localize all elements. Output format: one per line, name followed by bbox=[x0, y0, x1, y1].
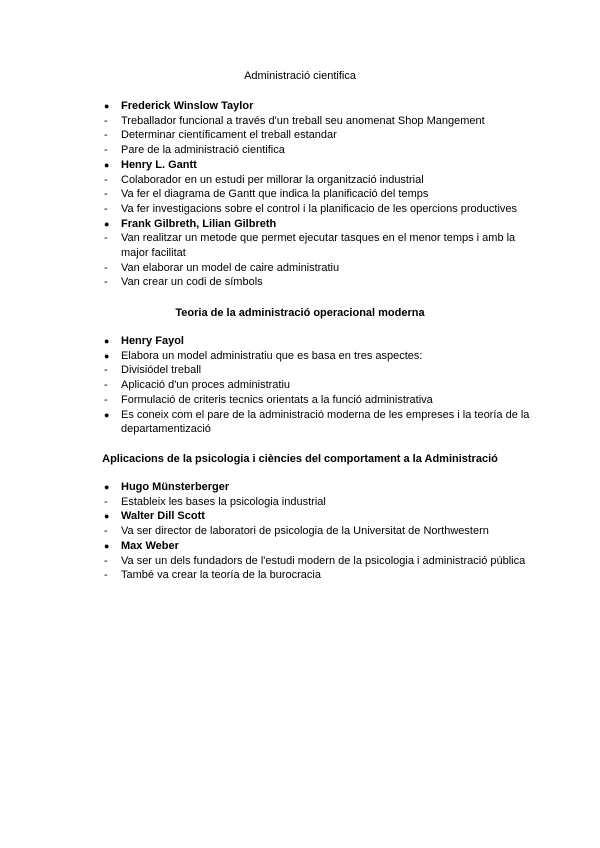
list-item: - Determinar científicament el treball estandar bbox=[104, 129, 337, 142]
list-item: ● Henry Fayol bbox=[104, 335, 184, 347]
list-item: - Divisiódel treball bbox=[104, 364, 202, 377]
list-item: ● Es coneix com el pare de la administració moderna de les empreses i la teoría de la departamentizació bbox=[104, 408, 530, 436]
bullet-icon: ● bbox=[104, 482, 110, 492]
list-item: - Van realitzar un metode que permet ejecutar tasques en el menor temps i amb la major facilitat bbox=[104, 232, 516, 260]
bullet-icon: ● bbox=[104, 409, 110, 420]
dash-icon: - bbox=[104, 232, 108, 245]
section-list-administracio-cientifica bbox=[104, 99, 534, 290]
list-item: ● Elabora un model administratiu que es basa en tres aspectes: bbox=[104, 349, 423, 362]
list-item: ● Henry L. Gantt bbox=[104, 158, 197, 171]
list-item: - Van elaborar un model de caire administratiu bbox=[104, 261, 340, 274]
bullet-icon: ● bbox=[104, 101, 110, 111]
dash-icon: - bbox=[104, 364, 108, 377]
list-item: ● Walter Dill Scott bbox=[104, 510, 205, 523]
dash-icon: - bbox=[104, 525, 108, 538]
dash-icon: - bbox=[104, 393, 108, 406]
list-item: - També va crear la teoría de la burocracia bbox=[104, 569, 321, 582]
list-item: ● Frank Gilbreth, Lilian Gilbreth bbox=[104, 217, 277, 230]
bullet-icon: ● bbox=[104, 350, 110, 361]
dash-icon: - bbox=[104, 114, 108, 127]
list-item: - Va fer investigacions sobre el control i la planificacio de les opercions productives bbox=[104, 202, 518, 215]
section-list-aplicacions-psicologia bbox=[104, 480, 534, 583]
list-item: ● Max Weber bbox=[104, 539, 179, 552]
dash-icon: - bbox=[104, 129, 108, 142]
list-item: - Va fer el diagrama de Gantt que indica la planificació del temps bbox=[104, 188, 429, 201]
dash-icon: - bbox=[104, 144, 108, 157]
list-item: - Pare de la administració cientifica bbox=[104, 144, 285, 157]
list-item: - Colaborador en un estudi per millorar la organització industrial bbox=[104, 173, 424, 186]
dash-icon: - bbox=[104, 261, 108, 274]
bullet-icon: ● bbox=[104, 540, 110, 551]
dash-icon: - bbox=[104, 554, 108, 567]
list-item: - Va ser un dels fundadors de l'estudi modern de la psicologia i administració pública bbox=[104, 554, 526, 567]
dash-icon: - bbox=[104, 569, 108, 582]
dash-icon: - bbox=[104, 495, 108, 508]
dash-icon: - bbox=[104, 202, 108, 215]
bullet-icon: ● bbox=[104, 511, 110, 522]
dash-icon: - bbox=[104, 173, 108, 186]
dash-icon: - bbox=[104, 379, 108, 392]
list-item: ● Frederick Winslow Taylor bbox=[104, 100, 254, 112]
dash-icon: - bbox=[104, 188, 108, 201]
list-item: - Va ser director de laboratori de psicologia de la Universitat de Northwestern bbox=[104, 525, 489, 538]
section-title-administracio-cientifica: Administració cientifica bbox=[244, 70, 356, 82]
section-title-teoria-administracio: Teoria de la administració operacional moderna bbox=[175, 307, 425, 319]
bullet-icon: ● bbox=[104, 159, 110, 170]
section-title-aplicacions-psicologia: Aplicacions de la psicologia i ciències del comportament a la Administració bbox=[102, 453, 498, 465]
list-item: - Treballador funcional a través d'un treball seu anomenat Shop Mangement bbox=[104, 114, 485, 127]
list-item: - Estableix les bases la psicologia industrial bbox=[104, 495, 326, 508]
list-item: - Van crear un codi de símbols bbox=[104, 276, 263, 289]
list-item: - Aplicació d'un proces administratiu bbox=[104, 379, 291, 392]
list-item: ● Hugo Münsterberger bbox=[104, 481, 230, 493]
dash-icon: - bbox=[104, 276, 108, 289]
list-item: - Formulació de criteris tecnics orientats a la funció administrativa bbox=[104, 393, 433, 406]
bullet-icon: ● bbox=[104, 336, 110, 346]
bullet-icon: ● bbox=[104, 218, 110, 229]
section-list-teoria-administracio bbox=[104, 334, 534, 437]
